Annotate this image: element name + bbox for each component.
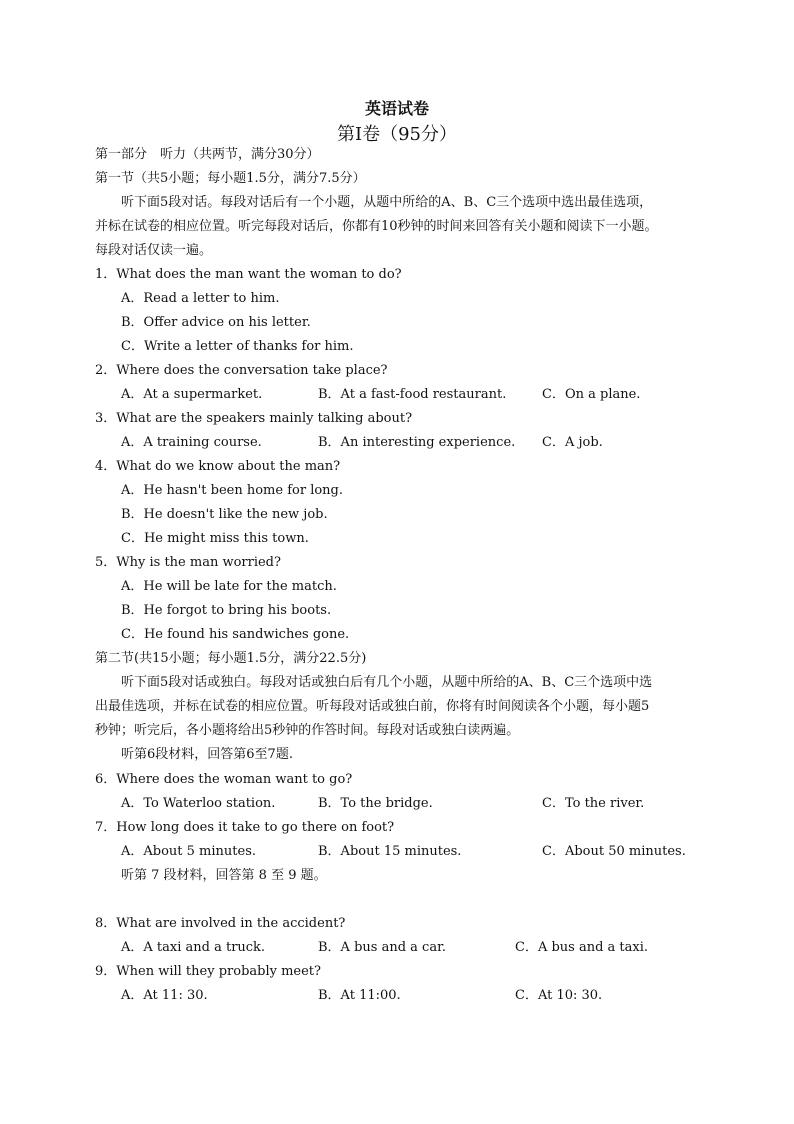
q1-option-a: A．Read a letter to him. — [121, 291, 280, 306]
section1-instructions-1: 听下面5段对话。每段对话后有一个小题，从题中所给的A、B、C三个选项中选出最佳选项， — [121, 195, 653, 210]
q9-option-b: B．At 11:00. — [318, 988, 401, 1003]
part1-heading: 第一部分 听力（共两节，满分30分） — [95, 147, 320, 162]
section2-heading: 第二节(共15小题；每小题1.5分，满分22.5分) — [95, 651, 367, 666]
question-5: 5．Why is the man worried? — [95, 555, 281, 570]
q7-option-c: C．About 50 minutes. — [542, 844, 686, 859]
q1-option-b: B．Offer advice on his letter. — [121, 315, 311, 330]
page-title: 英语试卷 — [364, 99, 429, 118]
q8-option-a: A．A taxi and a truck. — [121, 940, 266, 955]
material-6-note: 听第6段材料，回答第6至7题. — [121, 747, 293, 762]
q2-option-a: A．At a supermarket. — [121, 387, 263, 402]
section1-heading: 第一节（共5小题；每小题1.5分，满分7.5分） — [95, 171, 366, 186]
q6-option-c: C．To the river. — [542, 796, 645, 811]
section2-instructions-1: 听下面5段对话或独白。每段对话或独白后有几个小题，从题中所给的A、B、C三个选项中选 — [121, 675, 653, 690]
q6-option-b: B．To the bridge. — [318, 796, 433, 811]
q4-option-a: A．He hasn't been home for long. — [121, 483, 344, 498]
section2-instructions-2: 出最佳选项，并标在试卷的相应位置。听每段对话或独白前，你将有时间阅读各个小题，每小题5 — [95, 699, 650, 714]
q5-option-a: A．He will be late for the match. — [121, 579, 337, 594]
q7-option-a: A．About 5 minutes. — [121, 844, 257, 859]
q4-option-b: B．He doesn't like the new job. — [121, 507, 328, 522]
page-subtitle: 第Ⅰ卷（95分） — [336, 124, 457, 145]
q6-option-a: A．To Waterloo station. — [121, 796, 276, 811]
question-9: 9．When will they probably meet? — [95, 964, 322, 979]
q7-option-b: B．About 15 minutes. — [318, 844, 462, 859]
q3-option-a: A．A training course. — [121, 435, 262, 450]
q4-option-c: C．He might miss this town. — [121, 531, 309, 546]
q1-option-c: C．Write a letter of thanks for him. — [121, 339, 354, 354]
q8-option-c: C．A bus and a taxi. — [515, 940, 649, 955]
question-6: 6．Where does the woman want to go? — [95, 772, 353, 787]
section1-instructions-3: 每段对话仅读一遍。 — [95, 243, 213, 258]
question-7: 7．How long does it take to go there on foot? — [95, 820, 395, 835]
q5-option-b: B．He forgot to bring his boots. — [121, 603, 332, 618]
section1-instructions-2: 并标在试卷的相应位置。听完每段对话后，你都有10秒钟的时间来回答有关小题和阅读下一小题。 — [95, 219, 658, 234]
q3-option-c: C．A job. — [542, 435, 603, 450]
q2-option-b: B．At a fast-food restaurant. — [318, 387, 507, 402]
material-7-note: 听第 7 段材料，回答第 8 至 9 题。 — [121, 868, 327, 883]
question-1: 1．What does the man want the woman to do? — [95, 267, 402, 282]
question-3: 3．What are the speakers mainly talking about? — [95, 411, 413, 426]
q3-option-b: B．An interesting experience. — [318, 435, 516, 450]
q2-option-c: C．On a plane. — [542, 387, 641, 402]
section2-instructions-3: 秒钟；听完后，各小题将给出5秒钟的作答时间。每段对话或独白读两遍。 — [95, 723, 520, 738]
q9-option-a: A．At 11: 30. — [121, 988, 208, 1003]
question-2: 2．Where does the conversation take place? — [95, 363, 388, 378]
question-8: 8．What are involved in the accident? — [95, 916, 346, 931]
q5-option-c: C．He found his sandwiches gone. — [121, 627, 350, 642]
q9-option-c: C．At 10: 30. — [515, 988, 603, 1003]
question-4: 4．What do we know about the man? — [95, 459, 341, 474]
q8-option-b: B．A bus and a car. — [318, 940, 446, 955]
